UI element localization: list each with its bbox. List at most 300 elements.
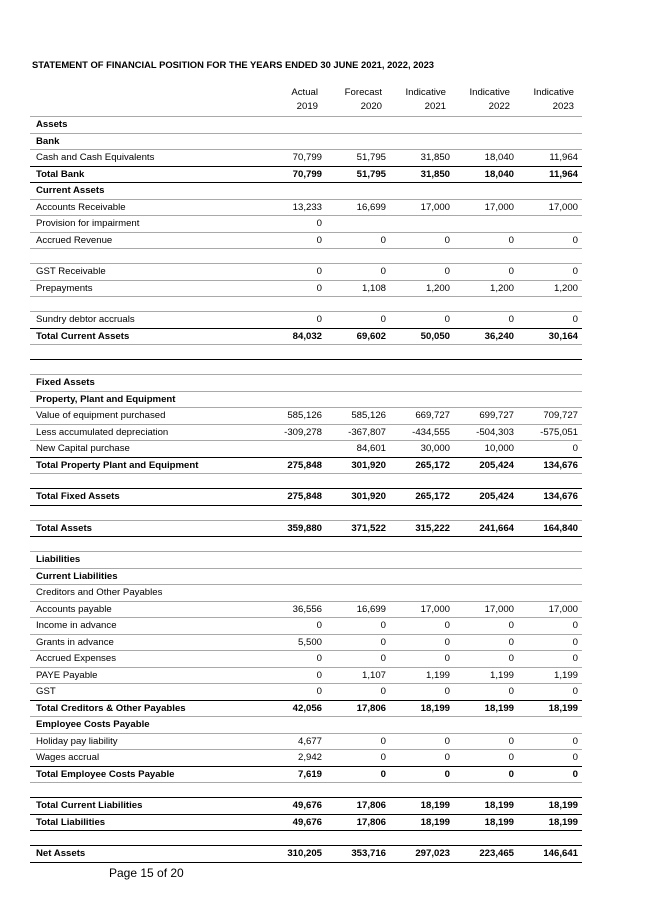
value-cell <box>326 297 390 312</box>
value-cell <box>390 183 454 200</box>
row-label: Creditors and Other Payables <box>30 585 262 602</box>
value-cell: 0 <box>326 264 390 281</box>
table-row <box>30 552 582 569</box>
value-cell <box>390 474 454 489</box>
row-label: Accrued Revenue <box>30 232 262 249</box>
value-cell <box>390 375 454 392</box>
table-row <box>30 717 582 734</box>
value-cell: 1,199 <box>454 667 518 684</box>
value-cell: 301,920 <box>326 457 390 474</box>
row-label: Liabilities <box>30 552 262 569</box>
value-cell <box>518 552 582 569</box>
value-cell: -434,555 <box>390 424 454 441</box>
value-cell <box>390 117 454 134</box>
value-cell: 146,641 <box>518 846 582 863</box>
value-cell: 17,806 <box>326 700 390 717</box>
value-cell <box>262 360 326 375</box>
table-row <box>30 375 582 392</box>
value-cell <box>518 183 582 200</box>
value-cell: 17,806 <box>326 798 390 815</box>
value-cell: 669,727 <box>390 408 454 425</box>
table-row <box>30 700 582 717</box>
value-cell: 0 <box>262 232 326 249</box>
value-cell <box>454 297 518 312</box>
value-cell: 18,199 <box>518 700 582 717</box>
row-label: Total Property Plant and Equipment <box>30 457 262 474</box>
value-cell <box>454 505 518 520</box>
value-cell <box>454 537 518 552</box>
value-cell <box>518 375 582 392</box>
value-cell: 49,676 <box>262 798 326 815</box>
value-cell: 0 <box>326 232 390 249</box>
value-cell: 11,964 <box>518 150 582 167</box>
value-cell: 709,727 <box>518 408 582 425</box>
row-label: PAYE Payable <box>30 667 262 684</box>
value-cell <box>518 474 582 489</box>
table-row <box>30 424 582 441</box>
spacer-row <box>30 783 582 798</box>
value-cell: 0 <box>390 618 454 635</box>
table-row <box>30 312 582 329</box>
value-cell <box>454 133 518 150</box>
value-cell <box>326 183 390 200</box>
row-label: Income in advance <box>30 618 262 635</box>
value-cell <box>390 537 454 552</box>
value-cell <box>518 133 582 150</box>
value-cell: 13,233 <box>262 199 326 216</box>
column-header-forecast-2020 <box>320 86 382 114</box>
value-cell: 11,964 <box>518 166 582 183</box>
value-cell: 17,000 <box>454 199 518 216</box>
value-cell: -504,303 <box>454 424 518 441</box>
value-cell <box>454 249 518 264</box>
column-header-line1: Indicative <box>469 87 510 98</box>
value-cell <box>518 360 582 375</box>
value-cell: 1,107 <box>326 667 390 684</box>
value-cell: 1,108 <box>326 280 390 297</box>
value-cell: 17,000 <box>518 199 582 216</box>
value-cell: 50,050 <box>390 328 454 345</box>
row-label: Total Current Assets <box>30 328 262 345</box>
value-cell: 241,664 <box>454 520 518 537</box>
value-cell <box>262 391 326 408</box>
value-cell: 0 <box>454 264 518 281</box>
value-cell <box>518 297 582 312</box>
value-cell: -575,051 <box>518 424 582 441</box>
value-cell: 18,199 <box>518 798 582 815</box>
row-label: Holiday pay liability <box>30 733 262 750</box>
value-cell <box>262 117 326 134</box>
value-cell: 0 <box>518 634 582 651</box>
value-cell <box>326 375 390 392</box>
value-cell: 2,942 <box>262 750 326 767</box>
value-cell <box>454 783 518 798</box>
row-label: Provision for impairment <box>30 216 262 233</box>
value-cell: 0 <box>390 684 454 701</box>
value-cell <box>326 568 390 585</box>
value-cell <box>326 537 390 552</box>
value-cell: 18,199 <box>390 798 454 815</box>
column-header-indicative-2023 <box>512 86 574 114</box>
value-cell <box>390 249 454 264</box>
value-cell: 51,795 <box>326 166 390 183</box>
value-cell: 18,199 <box>518 814 582 831</box>
value-cell: 17,000 <box>390 601 454 618</box>
value-cell <box>326 831 390 846</box>
value-cell: 31,850 <box>390 150 454 167</box>
value-cell: 0 <box>518 750 582 767</box>
value-cell <box>262 783 326 798</box>
column-header-line2: 2019 <box>296 101 318 112</box>
value-cell: 0 <box>518 264 582 281</box>
spacer-row <box>30 537 582 552</box>
value-cell: 18,199 <box>454 798 518 815</box>
value-cell <box>390 585 454 602</box>
value-cell: 18,199 <box>390 700 454 717</box>
value-cell: 0 <box>518 684 582 701</box>
value-cell: 301,920 <box>326 489 390 506</box>
spacer-row <box>30 474 582 489</box>
value-cell <box>326 474 390 489</box>
value-cell: 36,556 <box>262 601 326 618</box>
value-cell <box>390 717 454 734</box>
value-cell: 0 <box>326 766 390 783</box>
value-cell: 0 <box>454 766 518 783</box>
value-cell <box>390 345 454 360</box>
value-cell: 585,126 <box>326 408 390 425</box>
value-cell: 18,040 <box>454 166 518 183</box>
column-header-indicative-2022 <box>448 86 510 114</box>
value-cell: 585,126 <box>262 408 326 425</box>
table-row <box>30 408 582 425</box>
value-cell: 0 <box>518 766 582 783</box>
value-cell: 0 <box>326 750 390 767</box>
value-cell: 1,200 <box>454 280 518 297</box>
spacer-row <box>30 249 582 264</box>
value-cell: 31,850 <box>390 166 454 183</box>
value-cell: 17,000 <box>390 199 454 216</box>
table-row <box>30 684 582 701</box>
value-cell <box>262 717 326 734</box>
spacer-row <box>30 345 582 360</box>
row-label: Property, Plant and Equipment <box>30 391 262 408</box>
value-cell: 7,619 <box>262 766 326 783</box>
value-cell <box>518 216 582 233</box>
value-cell: 275,848 <box>262 489 326 506</box>
value-cell <box>518 537 582 552</box>
table-row <box>30 391 582 408</box>
value-cell: 0 <box>390 634 454 651</box>
value-cell: 315,222 <box>390 520 454 537</box>
value-cell: 0 <box>518 312 582 329</box>
table-row <box>30 634 582 651</box>
value-cell: 0 <box>262 216 326 233</box>
value-cell: 0 <box>390 733 454 750</box>
value-cell: 0 <box>518 232 582 249</box>
table-row <box>30 216 582 233</box>
value-cell: 17,000 <box>454 601 518 618</box>
row-label: Wages accrual <box>30 750 262 767</box>
table-row <box>30 733 582 750</box>
column-header-actual-2019 <box>256 86 318 114</box>
value-cell: 371,522 <box>326 520 390 537</box>
value-cell: 265,172 <box>390 489 454 506</box>
row-label: Net Assets <box>30 846 262 863</box>
value-cell <box>454 585 518 602</box>
value-cell <box>454 345 518 360</box>
value-cell <box>390 391 454 408</box>
value-cell <box>326 345 390 360</box>
value-cell <box>518 345 582 360</box>
value-cell: 0 <box>326 684 390 701</box>
value-cell <box>326 360 390 375</box>
table-row <box>30 264 582 281</box>
value-cell: 134,676 <box>518 457 582 474</box>
value-cell <box>390 552 454 569</box>
value-cell <box>390 297 454 312</box>
value-cell: 310,205 <box>262 846 326 863</box>
value-cell: 18,040 <box>454 150 518 167</box>
value-cell: 0 <box>326 312 390 329</box>
value-cell: 84,601 <box>326 441 390 458</box>
value-cell: 69,602 <box>326 328 390 345</box>
value-cell: 0 <box>390 651 454 668</box>
value-cell <box>454 831 518 846</box>
row-label: Employee Costs Payable <box>30 717 262 734</box>
value-cell: 1,199 <box>518 667 582 684</box>
value-cell: 0 <box>390 264 454 281</box>
value-cell <box>262 375 326 392</box>
value-cell <box>390 783 454 798</box>
value-cell: 0 <box>454 750 518 767</box>
value-cell: 5,500 <box>262 634 326 651</box>
value-cell: 265,172 <box>390 457 454 474</box>
row-label: Total Current Liabilities <box>30 798 262 815</box>
table-row <box>30 846 582 863</box>
table-row <box>30 601 582 618</box>
value-cell: 0 <box>454 684 518 701</box>
table-row <box>30 457 582 474</box>
value-cell: 0 <box>518 618 582 635</box>
column-header-line2: 2023 <box>552 101 574 112</box>
row-label <box>30 360 262 375</box>
table-row <box>30 585 582 602</box>
value-cell <box>326 133 390 150</box>
value-cell <box>262 537 326 552</box>
value-cell: 699,727 <box>454 408 518 425</box>
row-label: Accounts Receivable <box>30 199 262 216</box>
value-cell <box>326 505 390 520</box>
value-cell <box>326 117 390 134</box>
value-cell: 0 <box>326 634 390 651</box>
page-number: Page 15 of 20 <box>109 866 184 880</box>
column-header-line2: 2022 <box>488 101 510 112</box>
table-row <box>30 798 582 815</box>
value-cell: 0 <box>262 618 326 635</box>
row-label: Current Assets <box>30 183 262 200</box>
row-label: Fixed Assets <box>30 375 262 392</box>
table-row <box>30 117 582 134</box>
value-cell: 0 <box>454 634 518 651</box>
row-label: Cash and Cash Equivalents <box>30 150 262 167</box>
value-cell: 297,023 <box>390 846 454 863</box>
value-cell: 275,848 <box>262 457 326 474</box>
row-label <box>30 297 262 312</box>
value-cell <box>454 360 518 375</box>
value-cell <box>262 297 326 312</box>
value-cell <box>262 133 326 150</box>
value-cell <box>454 391 518 408</box>
row-label <box>30 505 262 520</box>
table-row <box>30 750 582 767</box>
value-cell <box>390 133 454 150</box>
value-cell <box>262 552 326 569</box>
row-label: Grants in advance <box>30 634 262 651</box>
column-header-indicative-2021 <box>384 86 446 114</box>
statement-title: STATEMENT OF FINANCIAL POSITION FOR THE YEARS ENDED 30 JUNE 2021, 2022, 2023 <box>32 59 435 70</box>
row-label <box>30 249 262 264</box>
value-cell: 84,032 <box>262 328 326 345</box>
row-label <box>30 783 262 798</box>
value-cell <box>454 216 518 233</box>
financial-position-table <box>30 116 582 863</box>
value-cell <box>390 505 454 520</box>
row-label: Total Liabilities <box>30 814 262 831</box>
row-label: GST <box>30 684 262 701</box>
value-cell: 70,799 <box>262 150 326 167</box>
value-cell <box>518 117 582 134</box>
value-cell: 30,000 <box>390 441 454 458</box>
column-header-line1: Indicative <box>533 87 574 98</box>
value-cell: 10,000 <box>454 441 518 458</box>
value-cell: 4,677 <box>262 733 326 750</box>
value-cell <box>326 783 390 798</box>
row-label: GST Receivable <box>30 264 262 281</box>
value-cell <box>326 216 390 233</box>
table-row <box>30 199 582 216</box>
value-cell: 18,199 <box>454 700 518 717</box>
row-label <box>30 831 262 846</box>
value-cell <box>326 552 390 569</box>
value-cell <box>326 585 390 602</box>
row-label: Current Liabilities <box>30 568 262 585</box>
value-cell: 16,699 <box>326 199 390 216</box>
row-label: New Capital purchase <box>30 441 262 458</box>
value-cell <box>262 345 326 360</box>
value-cell: 16,699 <box>326 601 390 618</box>
value-cell: 18,199 <box>454 814 518 831</box>
value-cell: 1,199 <box>390 667 454 684</box>
value-cell <box>518 717 582 734</box>
value-cell: 0 <box>390 312 454 329</box>
value-cell: 0 <box>390 232 454 249</box>
table-row <box>30 667 582 684</box>
value-cell: 1,200 <box>390 280 454 297</box>
value-cell: 17,806 <box>326 814 390 831</box>
value-cell: 223,465 <box>454 846 518 863</box>
value-cell: 0 <box>262 264 326 281</box>
column-header-line2: 2020 <box>360 101 382 112</box>
value-cell <box>390 568 454 585</box>
row-label: Total Creditors & Other Payables <box>30 700 262 717</box>
row-label: Value of equipment purchased <box>30 408 262 425</box>
column-header-line1: Actual <box>291 87 318 98</box>
value-cell: 0 <box>262 280 326 297</box>
value-cell: 205,424 <box>454 489 518 506</box>
value-cell <box>518 831 582 846</box>
row-label: Sundry debtor accruals <box>30 312 262 329</box>
value-cell <box>454 552 518 569</box>
value-cell: 0 <box>454 312 518 329</box>
value-cell: 359,880 <box>262 520 326 537</box>
value-cell <box>262 505 326 520</box>
column-header-line1: Forecast <box>344 87 382 98</box>
column-headers <box>30 86 582 116</box>
value-cell: 0 <box>518 733 582 750</box>
value-cell: 49,676 <box>262 814 326 831</box>
row-label: Bank <box>30 133 262 150</box>
value-cell: 0 <box>518 651 582 668</box>
row-label <box>30 474 262 489</box>
table-row <box>30 441 582 458</box>
value-cell: 36,240 <box>454 328 518 345</box>
value-cell <box>518 783 582 798</box>
value-cell: 205,424 <box>454 457 518 474</box>
row-label <box>30 537 262 552</box>
value-cell <box>262 474 326 489</box>
spacer-row <box>30 297 582 312</box>
value-cell <box>390 360 454 375</box>
table-row <box>30 651 582 668</box>
value-cell: 70,799 <box>262 166 326 183</box>
value-cell: 42,056 <box>262 700 326 717</box>
value-cell: 30,164 <box>518 328 582 345</box>
value-cell: 51,795 <box>326 150 390 167</box>
value-cell: 353,716 <box>326 846 390 863</box>
value-cell: 0 <box>454 232 518 249</box>
value-cell: 1,200 <box>518 280 582 297</box>
value-cell: 0 <box>454 733 518 750</box>
value-cell <box>326 717 390 734</box>
table-row <box>30 814 582 831</box>
value-cell: -367,807 <box>326 424 390 441</box>
value-cell <box>262 585 326 602</box>
table-row <box>30 618 582 635</box>
value-cell: 0 <box>390 766 454 783</box>
table-body <box>30 117 582 863</box>
column-header-line1: Indicative <box>405 87 446 98</box>
value-cell: 0 <box>262 667 326 684</box>
value-cell <box>262 183 326 200</box>
value-cell <box>454 183 518 200</box>
value-cell: 17,000 <box>518 601 582 618</box>
table-row <box>30 166 582 183</box>
value-cell: 0 <box>262 651 326 668</box>
spacer-row <box>30 505 582 520</box>
value-cell <box>390 831 454 846</box>
value-cell <box>326 391 390 408</box>
row-label <box>30 345 262 360</box>
value-cell <box>454 717 518 734</box>
row-label: Total Bank <box>30 166 262 183</box>
value-cell <box>326 249 390 264</box>
row-label: Total Employee Costs Payable <box>30 766 262 783</box>
value-cell <box>518 505 582 520</box>
value-cell: 0 <box>390 750 454 767</box>
table-row <box>30 150 582 167</box>
value-cell: 0 <box>326 618 390 635</box>
row-label: Total Assets <box>30 520 262 537</box>
